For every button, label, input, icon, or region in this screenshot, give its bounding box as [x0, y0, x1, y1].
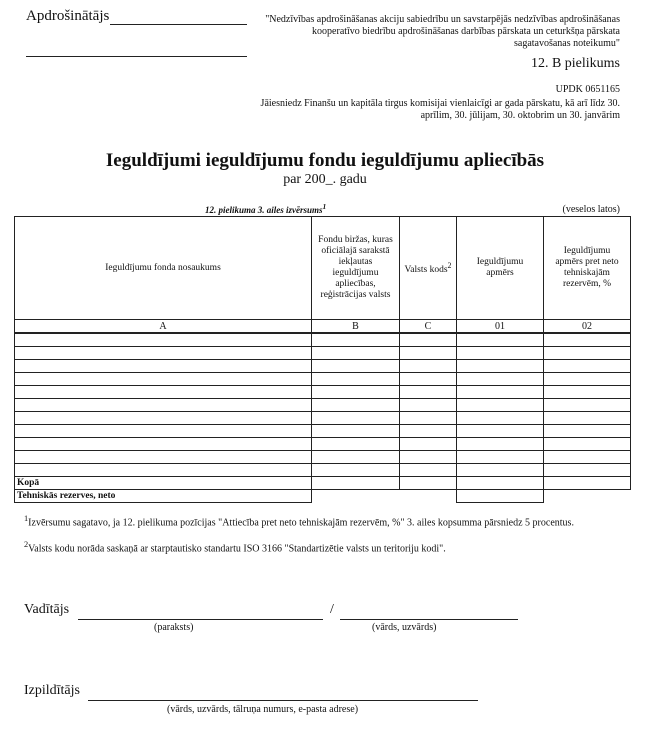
table-cell[interactable]: [544, 477, 631, 490]
table-cell[interactable]: [544, 451, 631, 464]
table-cell[interactable]: [15, 451, 312, 464]
table-cell[interactable]: [457, 386, 544, 399]
table-cell[interactable]: [457, 373, 544, 386]
annex-label: 12. B pielikums: [530, 56, 620, 71]
table-cell[interactable]: [312, 425, 400, 438]
preparer-line[interactable]: [88, 700, 478, 701]
table-row: [15, 333, 631, 347]
table-cell[interactable]: [400, 477, 457, 490]
insurer-name-line-2[interactable]: [26, 56, 247, 57]
col-code: B: [312, 320, 400, 334]
table-cell[interactable]: [15, 373, 312, 386]
col-code: 01: [457, 320, 544, 334]
table-cell[interactable]: [312, 373, 400, 386]
table-cell[interactable]: [544, 333, 631, 347]
table-cell[interactable]: [312, 386, 400, 399]
table-row: [15, 386, 631, 399]
table-row: [15, 399, 631, 412]
table-cell[interactable]: [400, 412, 457, 425]
table-cell[interactable]: [544, 412, 631, 425]
table-cell[interactable]: [457, 399, 544, 412]
table-cell[interactable]: [544, 464, 631, 477]
table-cell[interactable]: [312, 347, 400, 360]
table-cell[interactable]: [400, 438, 457, 451]
table-cell[interactable]: [400, 373, 457, 386]
col-code: C: [400, 320, 457, 334]
table-cell[interactable]: [457, 347, 544, 360]
table-cell[interactable]: [312, 333, 400, 347]
table-header-row: [15, 217, 631, 320]
table-cell[interactable]: [312, 451, 400, 464]
insurer-name-line[interactable]: [110, 24, 247, 25]
col-header-investment-ratio: Ieguldījumu apmērs pret neto tehniskajām rezervēm, %: [544, 217, 631, 320]
table-cell[interactable]: [400, 464, 457, 477]
table-cell[interactable]: [15, 425, 312, 438]
reserves-label: Tehniskās rezerves, neto: [15, 490, 312, 503]
footnote-1: $^1$Izvērsumu sagatavo, ja 12. pielikuma pozīcijas "Attiecība pret neto tehniskajām rezervēm, %" 3. ailes kopsumma pārsniedz 5 procentus.: [24, 514, 574, 529]
col-header-fund-name: Ieguldījumu fonda nosaukums: [15, 217, 312, 320]
table-cell[interactable]: [544, 373, 631, 386]
table-row: [15, 412, 631, 425]
footnote-2: $^2$Valsts kodu norāda saskaņā ar starptautisko standartu ISO 3166 "Standartizētie valsts un teritoriju kodi".: [24, 540, 446, 555]
col-code: A: [15, 320, 312, 334]
table-cell[interactable]: [312, 399, 400, 412]
col-code: 02: [544, 320, 631, 334]
table-cell[interactable]: [457, 333, 544, 347]
table-cell[interactable]: [544, 347, 631, 360]
manager-label: Vadītājs: [24, 602, 70, 617]
name-caption: (vārds, uzvārds): [372, 622, 437, 633]
table-cell[interactable]: [15, 333, 312, 347]
submission-note: Jāiesniedz Finanšu un kapitāla tirgus komisijai vienlaicīgi ar gada pārskatu, kā arī līdz 30. aprīlim, 30. jūlijam, 30. oktobrim un 30. janvārim: [260, 98, 620, 121]
table-cell[interactable]: [544, 399, 631, 412]
table-body: [15, 333, 631, 477]
col-header-country-code: Valsts kods$^2$: [400, 217, 457, 320]
preparer-label: Izpildītājs: [24, 683, 80, 698]
table-row: [15, 451, 631, 464]
investments-table: [14, 216, 631, 503]
col-header-registration-country: Fondu biržas, kuras oficiālajā sarakstā iekļautas ieguldījumu apliecības, reģistrācijas valsts: [312, 217, 400, 320]
table-cell[interactable]: [457, 412, 544, 425]
table-cell[interactable]: [312, 360, 400, 373]
table-cell[interactable]: [457, 438, 544, 451]
table-cell[interactable]: [457, 464, 544, 477]
table-cell[interactable]: [400, 333, 457, 347]
preparer-caption: (vārds, uzvārds, tālruņa numurs, e-pasta adrese): [167, 704, 359, 715]
table-cell[interactable]: [457, 360, 544, 373]
table-cell[interactable]: [312, 464, 400, 477]
signature-caption: (paraksts): [154, 622, 194, 633]
form-code: UPDK 0651165: [555, 84, 620, 95]
table-row: [15, 347, 631, 360]
table-cell[interactable]: [544, 386, 631, 399]
total-label: Kopā: [15, 477, 312, 490]
signature-separator: /: [330, 602, 334, 617]
table-cell[interactable]: [15, 464, 312, 477]
table-cell[interactable]: [457, 477, 544, 490]
table-cell[interactable]: [312, 477, 400, 490]
table-row-total: [15, 477, 631, 490]
table-cell[interactable]: [457, 425, 544, 438]
table-cell[interactable]: [15, 360, 312, 373]
table-row: [15, 373, 631, 386]
table-cell[interactable]: [15, 347, 312, 360]
table-cell[interactable]: [15, 386, 312, 399]
table-row: [15, 464, 631, 477]
table-cell[interactable]: [544, 438, 631, 451]
table-cell[interactable]: [400, 399, 457, 412]
table-cell[interactable]: [400, 360, 457, 373]
table-cell[interactable]: [544, 360, 631, 373]
excerpt-note: 12. pielikuma 3. ailes izvērsums$^1$: [205, 202, 327, 215]
manager-name-line[interactable]: [340, 619, 518, 620]
manager-signature-line[interactable]: [78, 619, 323, 620]
regulation-title: "Nedzīvības apdrošināšanas akciju sabiedrību un savstarpējās nedzīvības apdrošināšanas kooperatīvo biedrību apdrošināšanas darbības pārskata un ceturkšņa pārskata sagatavošanas noteikumu": [265, 14, 620, 49]
table-cell[interactable]: [544, 425, 631, 438]
table-row: [15, 438, 631, 451]
table-cell[interactable]: [312, 412, 400, 425]
table-cell[interactable]: [457, 490, 544, 503]
table-row-reserves: [15, 490, 631, 503]
page-subtitle: par 200_. gadu: [283, 172, 367, 187]
table-cell[interactable]: [400, 425, 457, 438]
table-cell[interactable]: [400, 347, 457, 360]
table-cell[interactable]: [400, 451, 457, 464]
page-title: Ieguldījumi ieguldījumu fondu ieguldījumu apliecībās: [105, 150, 545, 171]
insurer-label: Apdrošinātājs: [26, 8, 110, 24]
table-code-row: [15, 320, 631, 334]
footnote-ref: 1: [322, 202, 327, 211]
table-cell[interactable]: [15, 412, 312, 425]
table-cell[interactable]: [400, 386, 457, 399]
table-cell[interactable]: [15, 438, 312, 451]
table-cell[interactable]: [457, 451, 544, 464]
table-row: [15, 360, 631, 373]
table-row: [15, 425, 631, 438]
table-cell[interactable]: [15, 399, 312, 412]
col-header-investment-amount: Ieguldījumu apmērs: [457, 217, 544, 320]
table-cell[interactable]: [312, 438, 400, 451]
units-label: (veselos latos): [562, 204, 620, 215]
